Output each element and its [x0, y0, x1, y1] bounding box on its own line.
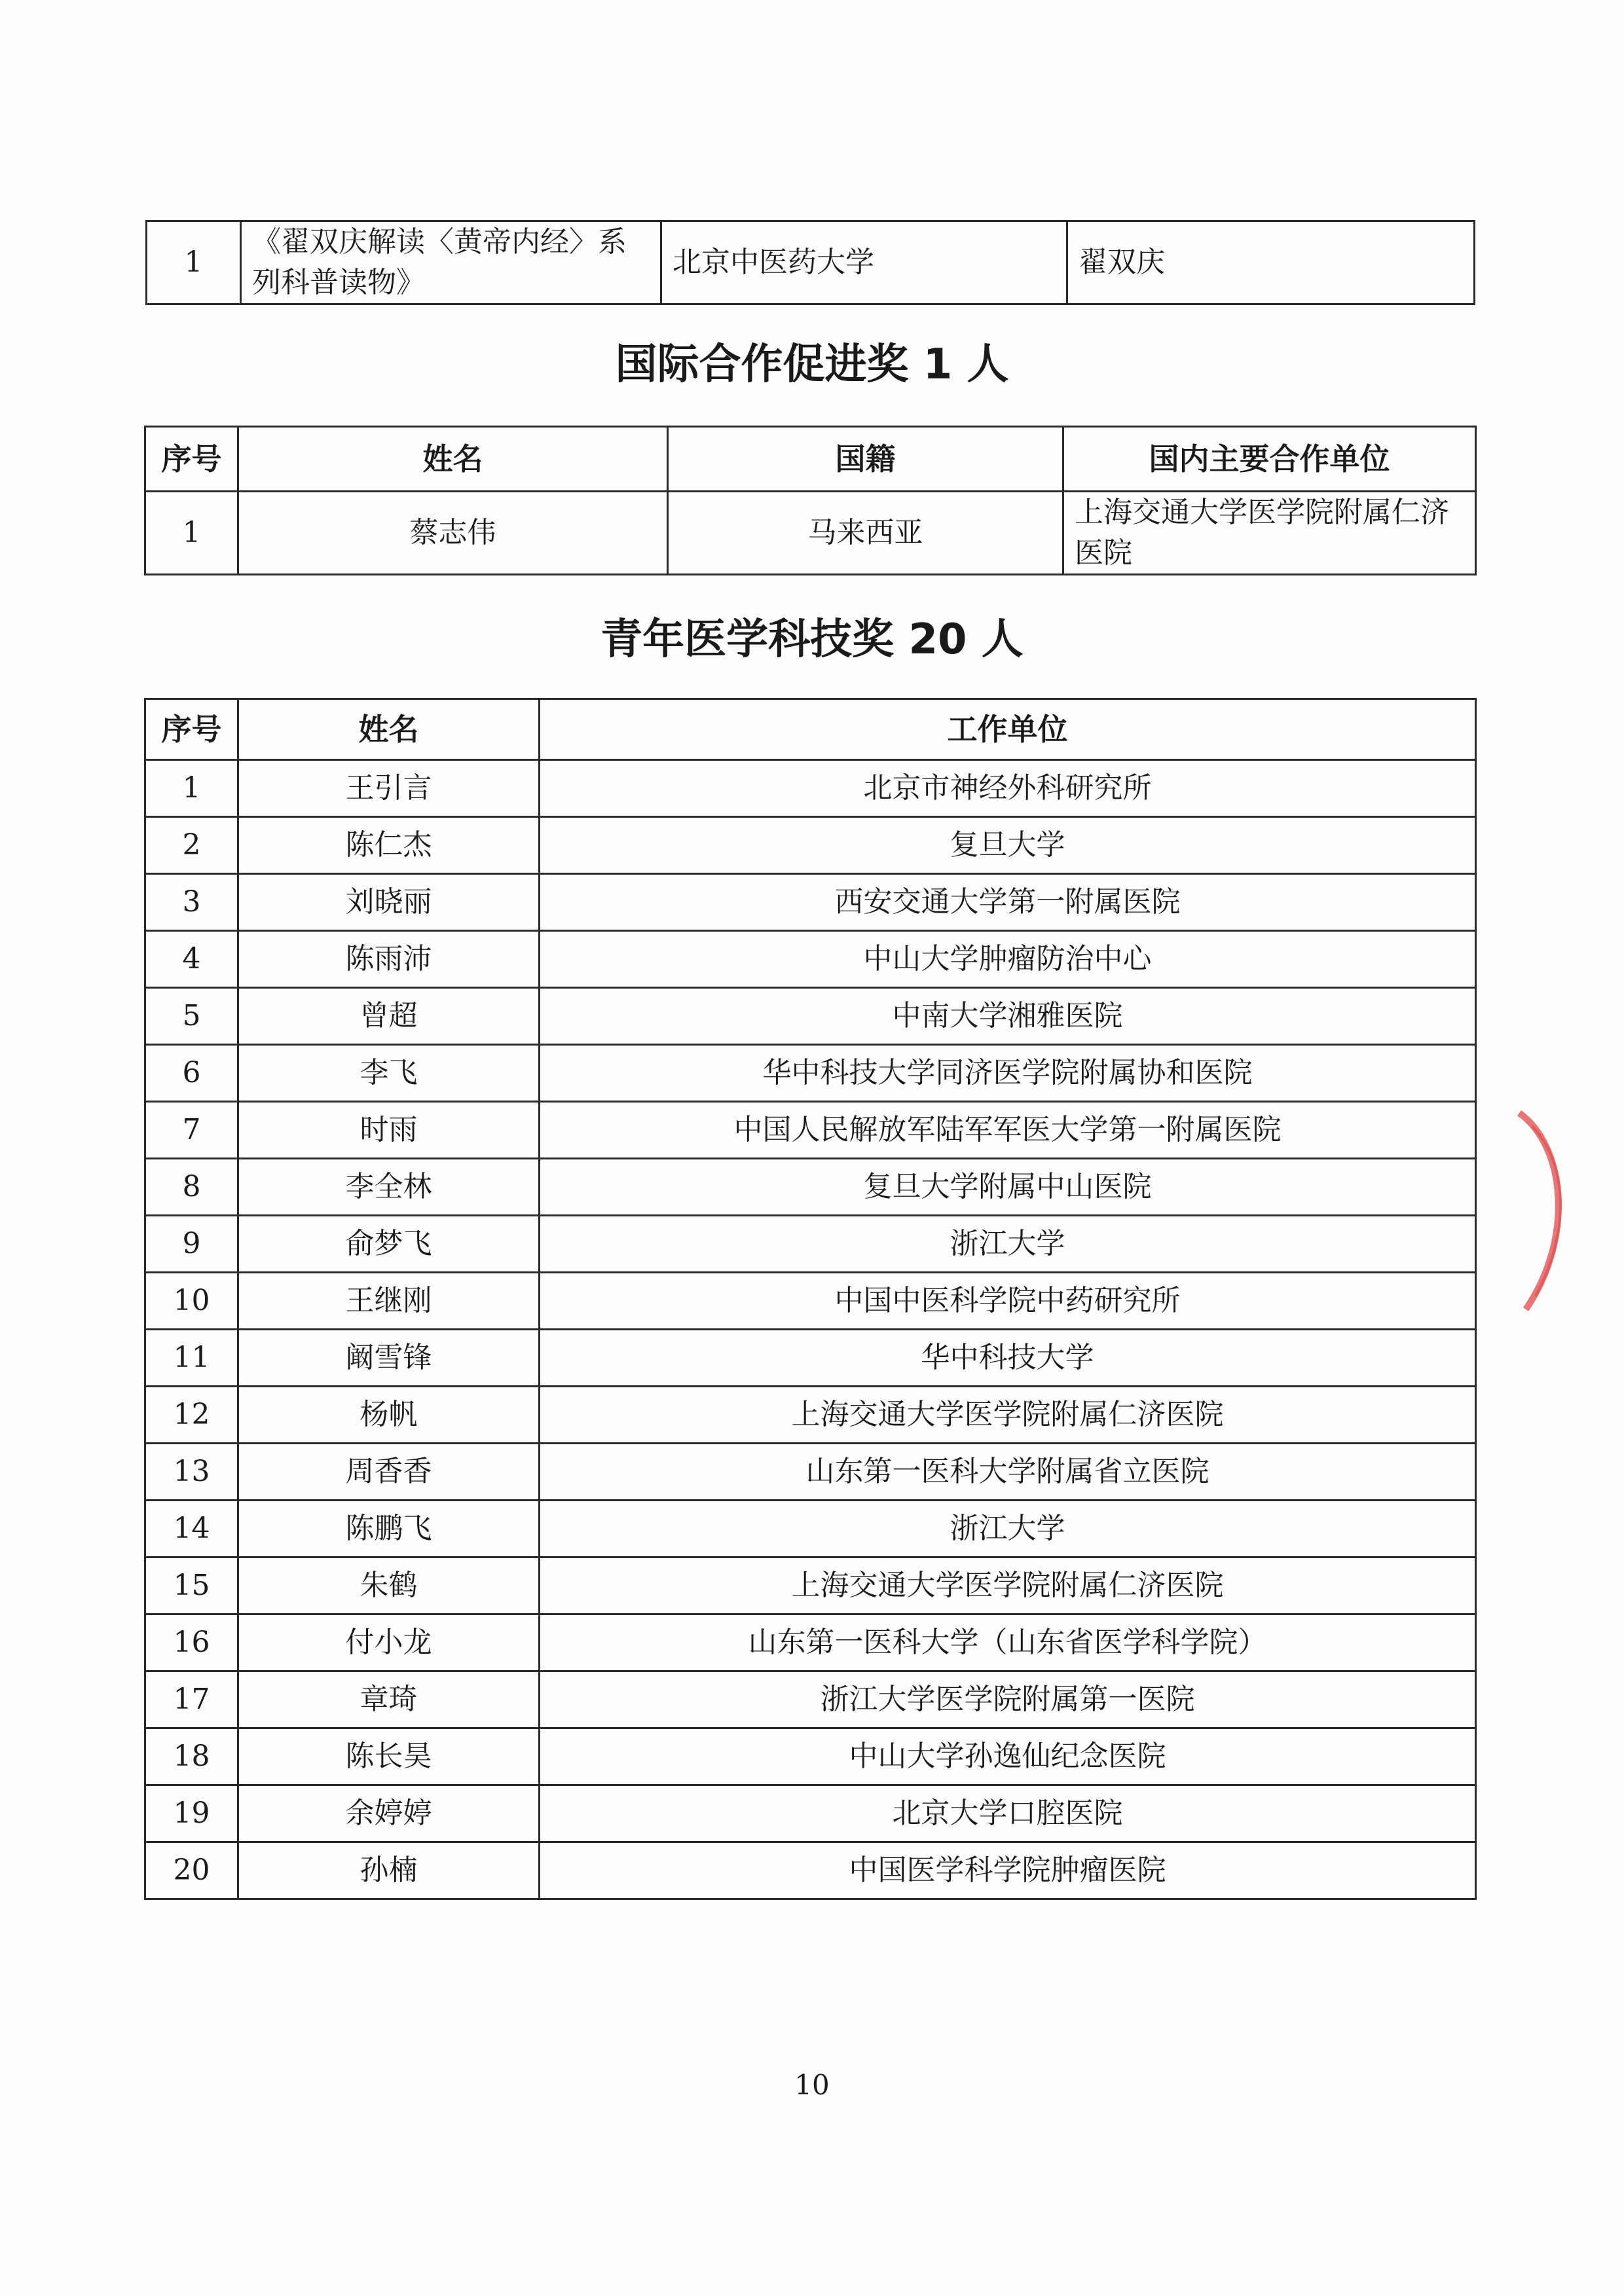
partner-unit: 上海交通大学医学院附属仁济医院 — [1063, 492, 1476, 575]
table-row — [147, 221, 1475, 304]
table-row — [145, 1216, 1476, 1273]
prior-award-table — [145, 220, 1475, 305]
table-header-row — [145, 427, 1476, 492]
row-number: 1 — [145, 492, 238, 575]
unit-name: 北京大学口腔医院 — [540, 1785, 1476, 1842]
unit-name: 华中科技大学同济医学院附属协和医院 — [540, 1045, 1476, 1102]
person-name: 朱鹤 — [238, 1558, 540, 1614]
table-row — [145, 1387, 1476, 1444]
table-row — [145, 1842, 1476, 1899]
unit-name: 中山大学孙逸仙纪念医院 — [540, 1728, 1476, 1785]
unit-name: 中国人民解放军陆军军医大学第一附属医院 — [540, 1102, 1476, 1159]
header-name: 姓名 — [238, 427, 668, 492]
unit-name: 复旦大学附属中山医院 — [540, 1159, 1476, 1216]
header-unit: 工作单位 — [540, 699, 1476, 760]
table-row — [145, 988, 1476, 1045]
international-award-table — [144, 426, 1477, 575]
international-award-table-body — [145, 492, 1476, 575]
header-name: 姓名 — [238, 699, 540, 760]
page-number: 10 — [794, 2069, 830, 2101]
work-title: 《翟双庆解读〈黄帝内经〉系列科普读物》 — [241, 221, 661, 304]
row-number: 1 — [147, 221, 241, 304]
table-row — [145, 1671, 1476, 1728]
row-number: 8 — [145, 1159, 238, 1216]
row-number: 5 — [145, 988, 238, 1045]
person-name: 王引言 — [238, 760, 540, 817]
person-name: 付小龙 — [238, 1614, 540, 1671]
unit-name: 山东第一医科大学（山东省医学科学院） — [540, 1614, 1476, 1671]
unit-name: 华中科技大学 — [540, 1330, 1476, 1387]
prior-award-table-body — [147, 221, 1475, 304]
nationality: 马来西亚 — [668, 492, 1063, 575]
table-row — [145, 817, 1476, 874]
person-name: 王继刚 — [238, 1273, 540, 1330]
row-number: 16 — [145, 1614, 238, 1671]
row-number: 11 — [145, 1330, 238, 1387]
row-number: 17 — [145, 1671, 238, 1728]
person-name: 时雨 — [238, 1102, 540, 1159]
header-partner: 国内主要合作单位 — [1063, 427, 1476, 492]
person-name: 蔡志伟 — [238, 492, 668, 575]
seal-stamp-fragment — [1500, 1106, 1578, 1316]
person-name: 陈鹏飞 — [238, 1501, 540, 1558]
person-name: 李全林 — [238, 1159, 540, 1216]
row-number: 10 — [145, 1273, 238, 1330]
person-name: 刘晓丽 — [238, 874, 540, 931]
table-row — [145, 1102, 1476, 1159]
unit-name: 北京市神经外科研究所 — [540, 760, 1476, 817]
row-number: 7 — [145, 1102, 238, 1159]
row-number: 2 — [145, 817, 238, 874]
unit-name: 浙江大学 — [540, 1501, 1476, 1558]
row-number: 3 — [145, 874, 238, 931]
row-number: 18 — [145, 1728, 238, 1785]
person-name: 章琦 — [238, 1671, 540, 1728]
row-number: 13 — [145, 1444, 238, 1501]
unit-name: 上海交通大学医学院附属仁济医院 — [540, 1387, 1476, 1444]
header-no: 序号 — [145, 427, 238, 492]
table-row — [145, 1558, 1476, 1614]
header-no: 序号 — [145, 699, 238, 760]
unit-name: 中南大学湘雅医院 — [540, 988, 1476, 1045]
row-number: 12 — [145, 1387, 238, 1444]
person-name: 陈雨沛 — [238, 931, 540, 988]
section-heading-international: 国际合作促进奖 1 人 — [615, 340, 1009, 389]
unit-name: 中国中医科学院中药研究所 — [540, 1273, 1476, 1330]
section-heading-youth: 青年医学科技奖 20 人 — [600, 615, 1024, 664]
unit-name: 北京中医药大学 — [661, 221, 1067, 304]
table-row — [145, 1045, 1476, 1102]
unit-name: 中山大学肿瘤防治中心 — [540, 931, 1476, 988]
unit-name: 复旦大学 — [540, 817, 1476, 874]
unit-name: 山东第一医科大学附属省立医院 — [540, 1444, 1476, 1501]
row-number: 15 — [145, 1558, 238, 1614]
table-row — [145, 1501, 1476, 1558]
youth-award-table-body — [145, 760, 1476, 1899]
person-name: 阚雪锋 — [238, 1330, 540, 1387]
row-number: 19 — [145, 1785, 238, 1842]
person-name: 翟双庆 — [1067, 221, 1475, 304]
person-name: 俞梦飞 — [238, 1216, 540, 1273]
unit-name: 上海交通大学医学院附属仁济医院 — [540, 1558, 1476, 1614]
table-header-row — [145, 699, 1476, 760]
table-row — [145, 1614, 1476, 1671]
unit-name: 西安交通大学第一附属医院 — [540, 874, 1476, 931]
person-name: 周香香 — [238, 1444, 540, 1501]
table-row — [145, 1444, 1476, 1501]
unit-name: 中国医学科学院肿瘤医院 — [540, 1842, 1476, 1899]
person-name: 曾超 — [238, 988, 540, 1045]
table-row — [145, 492, 1476, 575]
row-number: 20 — [145, 1842, 238, 1899]
person-name: 陈仁杰 — [238, 817, 540, 874]
table-row — [145, 760, 1476, 817]
row-number: 1 — [145, 760, 238, 817]
table-row — [145, 1785, 1476, 1842]
row-number: 4 — [145, 931, 238, 988]
row-number: 9 — [145, 1216, 238, 1273]
table-row — [145, 874, 1476, 931]
unit-name: 浙江大学医学院附属第一医院 — [540, 1671, 1476, 1728]
table-row — [145, 931, 1476, 988]
header-nationality: 国籍 — [668, 427, 1063, 492]
person-name: 杨帆 — [238, 1387, 540, 1444]
table-row — [145, 1273, 1476, 1330]
person-name: 陈长昊 — [238, 1728, 540, 1785]
table-row — [145, 1728, 1476, 1785]
table-row — [145, 1159, 1476, 1216]
person-name: 孙楠 — [238, 1842, 540, 1899]
table-row — [145, 1330, 1476, 1387]
person-name: 余婷婷 — [238, 1785, 540, 1842]
unit-name: 浙江大学 — [540, 1216, 1476, 1273]
youth-award-table — [144, 698, 1477, 1900]
row-number: 14 — [145, 1501, 238, 1558]
row-number: 6 — [145, 1045, 238, 1102]
person-name: 李飞 — [238, 1045, 540, 1102]
